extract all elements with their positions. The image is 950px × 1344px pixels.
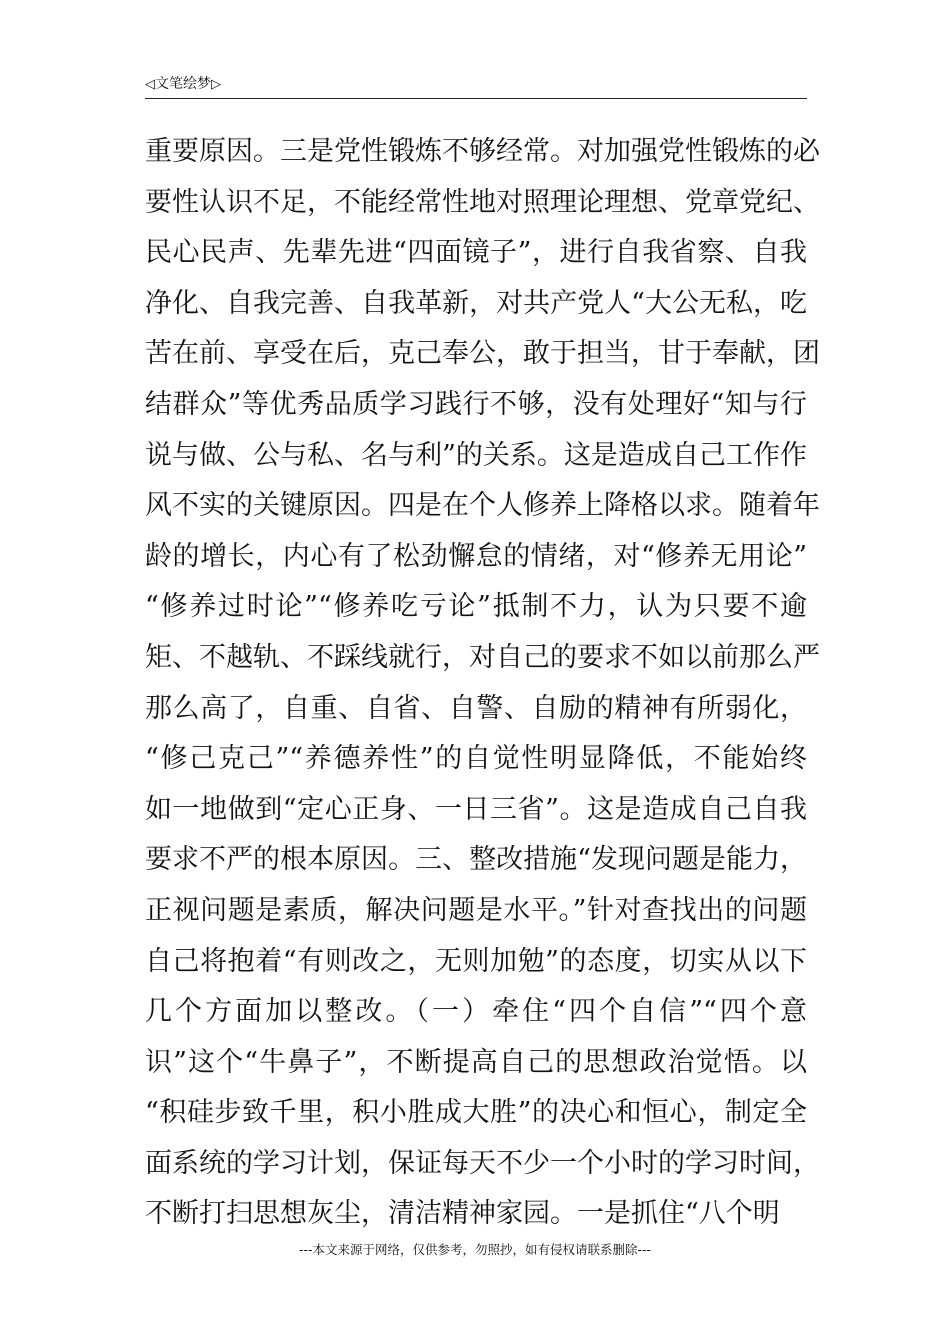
text-line: 重要原因。三是党性锻炼不够经常。对加强党性锻炼的必 [145,136,820,167]
header-title-group [145,74,221,95]
left-triangle-icon: ◁ [145,77,155,92]
text-line: 正视问题是素质，解决问题是水平。”针对查找出的问题 [145,894,807,926]
text-line: 识”这个“牛鼻子”，不断提高自己的思想政治觉悟。以 [145,1046,807,1078]
text-line: 龄的增长，内心有了松劲懈怠的情绪，对“修养无用论” [145,540,807,572]
page-footer-disclaimer: ---本文来源于网络，仅供参考，勿照抄，如有侵权请联系删除--- [298,1242,652,1257]
text-line: 不断打扫思想灰尘，清洁精神家园。一是抓住“八个明 [145,1198,780,1230]
text-line: “积硅步致千里，积小胜成大胜”的决心和恒心，制定全 [145,1097,807,1129]
text-line: 要求不严的根本原因。三、整改措施“发现问题是能力， [145,844,807,876]
text-line: 几个方面加以整改。（一）牵住“四个自信”“四个意 [145,996,807,1028]
text-line: 风不实的关键原因。四是在个人修养上降格以求。随着年 [145,490,820,522]
text-line: 民心民声、先辈先进“四面镜子”，进行自我省察、自我 [145,237,807,269]
text-line: 矩、不越轨、不踩线就行，对自己的要求不如以前那么严 [145,641,820,673]
text-line: 净化、自我完善、自我革新，对共产党人“大公无私，吃 [145,287,807,319]
text-line: 如一地做到“定心正身、一日三省”。这是造成自己自我 [145,793,807,825]
page-header [145,74,807,99]
text-line: 面系统的学习计划，保证每天不少一个小时的学习时间， [145,1147,820,1179]
text-line: 苦在前、享受在后，克己奉公，敢于担当，甘于奉献，团 [145,338,820,370]
text-line: “修养过时论”“修养吃亏论”抵制不力，认为只要不逾 [145,591,807,623]
text-line: “修己克己”“养德养性”的自觉性明显降低，不能始终 [145,743,807,775]
text-line: 结群众”等优秀品质学习践行不够，没有处理好“知与行 [145,388,807,420]
text-line: 自己将抱着“有则改之，无则加勉”的态度，切实从以下 [145,945,807,977]
right-triangle-icon: ▷ [211,77,221,92]
document-body [145,127,820,1240]
text-line: 说与做、公与私、名与利”的关系。这是造成自己工作作 [145,439,807,471]
text-line: 要性认识不足，不能经常性地对照理论理想、党章党纪、 [145,186,820,218]
header-title: 文笔绘梦 [155,76,211,92]
text-line: 那么高了，自重、自省、自警、自励的精神有所弱化， [145,692,807,724]
